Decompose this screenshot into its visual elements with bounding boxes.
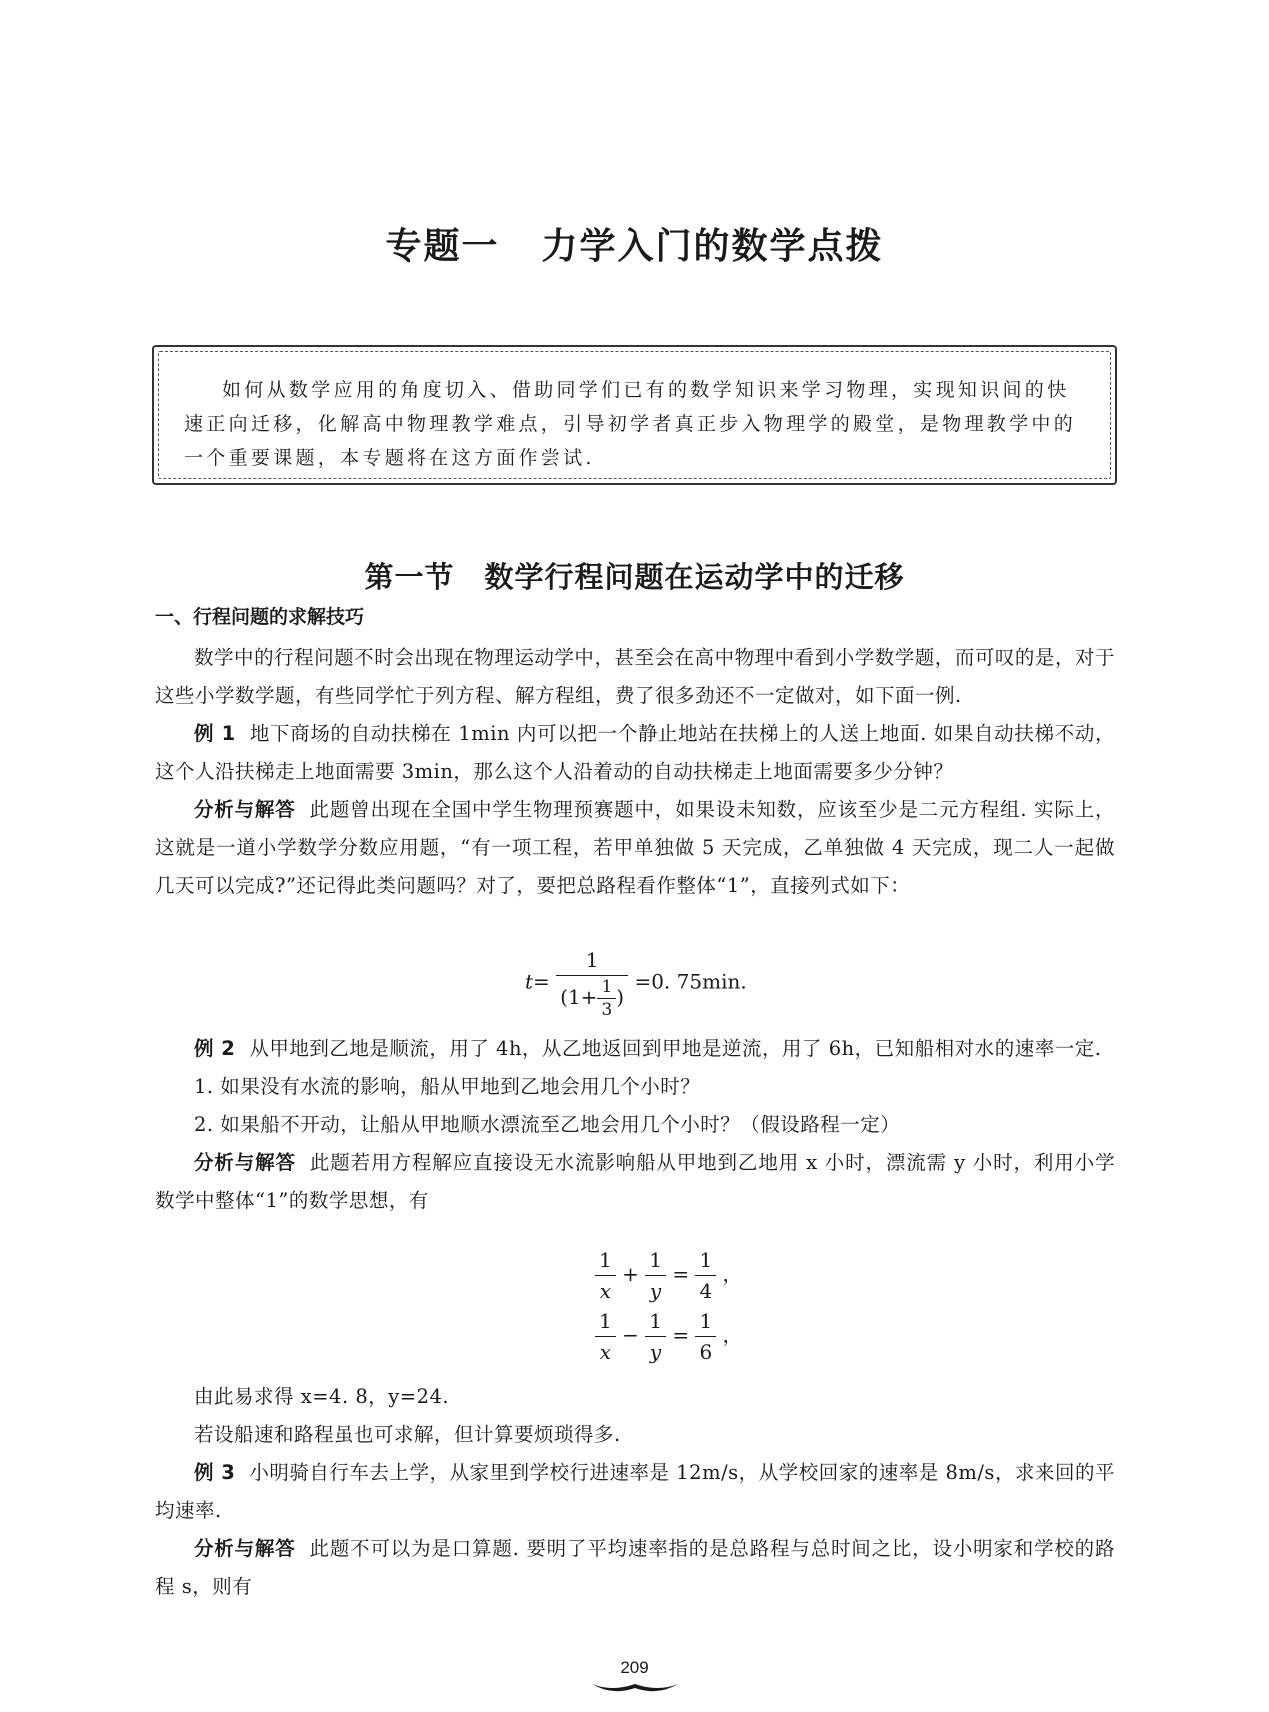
- eq2-frac-c: [695, 1306, 716, 1367]
- intro-text: 如何从数学应用的角度切入、借助同学们已有的数学知识来学习物理，实现知识间的快速正向迁移，化解高中物理教学难点，引导初学者真正步入物理学的殿堂，是物理教学中的一个重要课题，本专题将在这方面作尝试.: [184, 379, 1077, 469]
- formula-1-inner-fraction: [597, 976, 616, 1021]
- eq2-equals: =: [672, 1323, 690, 1347]
- answer-2-text: 此题若用方程解应直接设无水流影响船从甲地到乙地用 x 小时，漂流需 y 小时，利用小学数学中整体“1”的数学思想，有: [155, 1151, 1115, 1212]
- result-line: 由此易求得 x=4. 8，y=24.: [194, 1385, 450, 1408]
- eq1-equals: =: [672, 1262, 690, 1286]
- eq2-b-num: 1: [645, 1306, 666, 1337]
- equation-2: [595, 1306, 743, 1367]
- eq2-a-den: x: [599, 1340, 611, 1364]
- answer-2-label: 分析与解答: [194, 1151, 296, 1174]
- formula-1-rhs: =0. 75min.: [634, 969, 747, 994]
- body-part-3: [155, 1378, 1115, 1606]
- section-title: [0, 555, 1269, 596]
- eq2-op: −: [622, 1323, 639, 1347]
- subsection-heading: 一、行程问题的求解技巧: [155, 606, 365, 628]
- eq1-b-den: y: [649, 1279, 662, 1303]
- chapter-number: 专题一: [385, 226, 500, 267]
- intro-box: [152, 345, 1117, 485]
- example-2-question-2: 2. 如果船不开动，让船从甲地顺水漂流至乙地会用几个小时？（假设路程一定）: [194, 1113, 901, 1136]
- section-number: 第一节: [364, 560, 455, 594]
- eq2-end: ，: [722, 1323, 743, 1347]
- eq1-op: +: [622, 1262, 639, 1286]
- eq1-b-num: 1: [645, 1245, 666, 1276]
- eq2-c-den: 6: [699, 1340, 713, 1364]
- example-3-text: 小明骑自行车去上学，从家里到学校行进速率是 12m/s，从学校回家的速率是 8m/s，求来回的平均速率.: [155, 1461, 1115, 1522]
- eq1-a-num: 1: [595, 1245, 616, 1276]
- body-part-2: [155, 1030, 1115, 1220]
- paragraph-intro: 数学中的行程问题不时会出现在物理运动学中，甚至会在高中物理中看到小学数学题，而可叹的是，对于这些小学数学题，有些同学忙于列方程、解方程组，费了很多劲还不一定做对，如下面一例.: [155, 646, 1115, 707]
- section-name: 数学行程问题在运动学中的迁移: [484, 560, 905, 594]
- answer-1-label: 分析与解答: [194, 798, 296, 821]
- formula-1-den-open: (1+: [560, 985, 598, 1009]
- eq1-c-den: 4: [699, 1279, 713, 1303]
- eq2-frac-a: [595, 1306, 616, 1367]
- eq2-b-den: y: [649, 1340, 662, 1364]
- formula-1-inner-numerator: 1: [597, 976, 616, 999]
- formula-1-fraction: [556, 945, 628, 1021]
- example-1-label: 例 1: [194, 722, 236, 745]
- equation-1: [595, 1245, 743, 1306]
- eq2-a-num: 1: [595, 1306, 616, 1337]
- example-1-text: 地下商场的自动扶梯在 1min 内可以把一个静止地站在扶梯上的人送上地面. 如果自动扶梯不动，这个人沿扶梯走上地面需要 3min，那么这个人沿着动的自动扶梯走上地面需要多少分钟？: [155, 722, 1115, 783]
- formula-1-inner-denominator: 3: [601, 1000, 613, 1020]
- answer-3-text: 此题不可以为是口算题. 要明了平均速率指的是总路程与总时间之比，设小明家和学校的路程 s，则有: [155, 1537, 1115, 1598]
- eq1-c-num: 1: [695, 1245, 716, 1276]
- eq1-a-den: x: [599, 1279, 611, 1303]
- answer-3-label: 分析与解答: [194, 1537, 296, 1560]
- answer-1-text: 此题曾出现在全国中学生物理预赛题中，如果设未知数，应该至少是二元方程组. 实际上，这就是一道小学数学分数应用题，“有一项工程，若甲单独做 5 天完成，乙单独做 4 天完成，现二人一起做几天可以完成?”还记得此类问题吗？对了，要把总路程看作整体“1”，直接列式如下：: [155, 798, 1115, 897]
- example-3-label: 例 3: [194, 1461, 236, 1484]
- example-2-text: 从甲地到乙地是顺流，用了 4h，从乙地返回到甲地是逆流，用了 6h，已知船相对水的速率一定.: [249, 1037, 1102, 1060]
- example-1: [155, 715, 1115, 791]
- example-2: [155, 1030, 1115, 1068]
- example-2-label: 例 2: [194, 1037, 236, 1060]
- page-number: 209: [620, 1658, 649, 1677]
- answer-1: [155, 791, 1115, 905]
- answer-2: [155, 1144, 1115, 1220]
- formula-1-numerator: 1: [556, 945, 628, 976]
- formula-1: [525, 945, 747, 1021]
- chapter-name: 力学入门的数学点拨: [541, 226, 884, 267]
- example-3: [155, 1454, 1115, 1530]
- eq1-frac-b: [645, 1245, 666, 1306]
- wave-ornament-icon: [590, 1678, 680, 1698]
- formula-1-denominator: [556, 976, 628, 1021]
- answer-3: [155, 1530, 1115, 1606]
- chapter-title: [0, 218, 1269, 269]
- body-part-1: [155, 602, 1115, 905]
- eq2-frac-b: [645, 1306, 666, 1367]
- example-2-question-1: 1. 如果没有水流的影响，船从甲地到乙地会用几个小时？: [194, 1075, 701, 1098]
- formula-1-lhs: t=: [525, 969, 550, 994]
- eq1-frac-a: [595, 1245, 616, 1306]
- eq1-frac-c: [695, 1245, 716, 1306]
- eq1-end: ，: [722, 1262, 743, 1286]
- eq2-c-num: 1: [695, 1306, 716, 1337]
- formula-1-den-close: ): [616, 985, 625, 1009]
- note-line: 若设船速和路程虽也可求解，但计算要烦琐得多.: [194, 1423, 621, 1446]
